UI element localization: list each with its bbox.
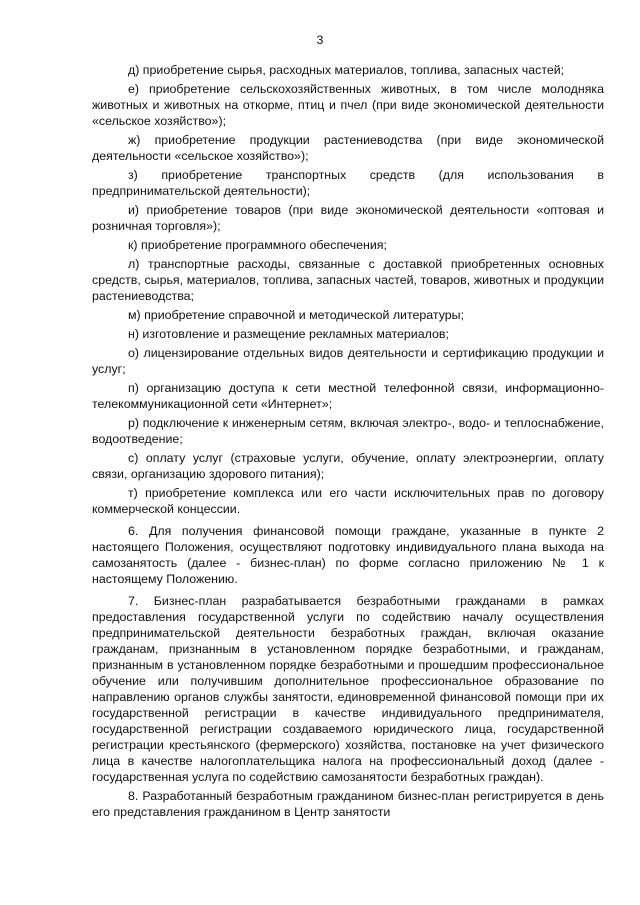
list-item-m: м) приобретение справочной и методической литературы; (128, 308, 465, 322)
list-item-i: и) приобретение товаров (при виде экономической деятельности «оптовая и розничная торговля»); (92, 203, 604, 233)
clause-6: 6. Для получения финансовой помощи граждане, указанные в пункте 2 настоящего Положения, осуществляют подготовку индивидуального плана выхода на самозанятость (далее - бизнес-план) по форме согласно приложению № 1 к настоящему Положению. (92, 524, 604, 586)
list-item-p: п) организацию доступа к сети местной телефонной связи, информационно-телекоммуникационной сети «Интернет»; (92, 381, 604, 411)
list-item-s: с) оплату услуг (страховые услуги, обучение, оплату электроэнергии, оплату связи, организацию здорового питания); (92, 451, 604, 481)
list-item-o: о) лицензирование отдельных видов деятельности и сертификацию продукции и услуг; (92, 346, 604, 376)
list-item-l: л) транспортные расходы, связанные с доставкой приобретенных основных средств, сырья, материалов, топлива, запасных частей, товаров, животных и продукции растениеводства; (92, 257, 604, 303)
list-item-k: к) приобретение программного обеспечения; (128, 238, 387, 252)
list-item-z: з) приобретение транспортных средств (для использования в предпринимательской деятельности); (92, 168, 604, 198)
list-item-r: р) подключение к инженерным сетям, включая электро-, водо- и теплоснабжение, водоотведение; (92, 416, 604, 446)
clause-7: 7. Бизнес-план разрабатывается безработными гражданами в рамках предоставления государственной услуги по содействию началу осуществления предпринимательской деятельности безработных граждан, включая оказание гражданам, признанным в установленном порядке безработными, и гражданам, признанным в установленном порядке безработными и прошедшим профессиональное обучение или получившим дополнительное профессиональное образование по направлению органов службы занятости, единовременной финансовой помощи при их государственной регистрации в качестве индивидуального предпринимателя, государственной регистрации создаваемого юридического лица, государственной регистрации крестьянского (фермерского) хозяйства, постановке на учет физического лица в качестве налогоплательщика налога на профессиональный доход (далее - государственная услуга по содействию самозанятости безработных граждан). (92, 594, 604, 784)
list-item-d: д) приобретение сырья, расходных материалов, топлива, запасных частей; (128, 63, 565, 77)
list-item-zh: ж) приобретение продукции растениеводства (при виде экономической деятельности «сельское хозяйство»); (92, 133, 604, 163)
list-item-e: е) приобретение сельскохозяйственных животных, в том числе молодняка животных и животных на откорме, птиц и пчел (при виде экономической деятельности «сельское хозяйство»); (92, 82, 604, 128)
list-item-n: н) изготовление и размещение рекламных материалов; (128, 327, 449, 341)
clause-8: 8. Разработанный безработным гражданином бизнес-план регистрируется в день его представления гражданином в Центр занятости (92, 789, 604, 819)
page-number: 3 (316, 33, 324, 47)
list-item-t: т) приобретение комплекса или его части исключительных прав по договору коммерческой концессии. (92, 486, 604, 516)
